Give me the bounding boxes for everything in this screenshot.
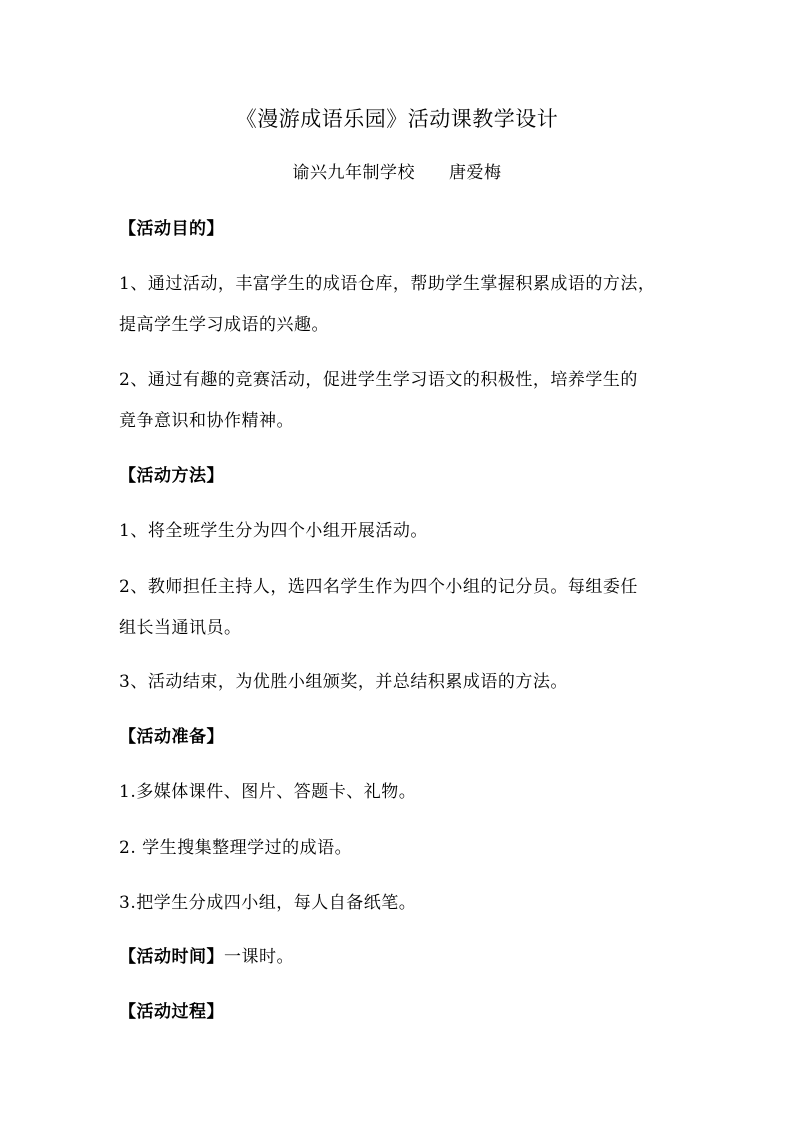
goal-item-1-line-1: 1、通过活动，丰富学生的成语仓库，帮助学生掌握积累成语的方法， [119, 274, 656, 294]
prep-item-2: 2. 学生搜集整理学过的成语。 [119, 838, 353, 858]
method-item-1: 1、将全班学生分为四个小组开展活动。 [119, 521, 428, 541]
time-heading-label: 【活动时间】 [119, 947, 224, 967]
author-line [0, 162, 794, 184]
time-value: 一课时。 [224, 947, 294, 967]
section-heading-time [119, 946, 294, 968]
prep-item-1: 1.多媒体课件、图片、答题卡、礼物。 [119, 782, 417, 802]
goal-item-2-line-2: 竟争意识和协作精神。 [119, 411, 294, 431]
method-item-2-line-1: 2、教师担任主持人，选四名学生作为四个小组的记分员。每组委任 [119, 577, 638, 597]
goal-item-2-line-1: 2、通过有趣的竞赛活动，促进学生学习语文的积极性，培养学生的 [119, 370, 638, 390]
section-heading-prep: 【活动准备】 [119, 727, 224, 747]
school-name: 谕兴九年制学校 [292, 163, 415, 183]
method-item-3: 3、活动结束，为优胜小组颁奖，并总结积累成语的方法。 [119, 672, 568, 692]
section-heading-process: 【活动过程】 [119, 1002, 224, 1022]
document-title: 《漫游成语乐园》活动课教学设计 [235, 107, 559, 131]
section-heading-goal: 【活动目的】 [119, 219, 224, 239]
method-item-2-line-2: 组长当通讯员。 [119, 618, 242, 638]
goal-item-1-line-2: 提高学生学习成语的兴趣。 [119, 315, 329, 335]
prep-item-3: 3.把学生分成四小组，每人自备纸笔。 [119, 893, 417, 913]
section-heading-method: 【活动方法】 [119, 466, 224, 486]
author-name: 唐爱梅 [449, 163, 502, 183]
